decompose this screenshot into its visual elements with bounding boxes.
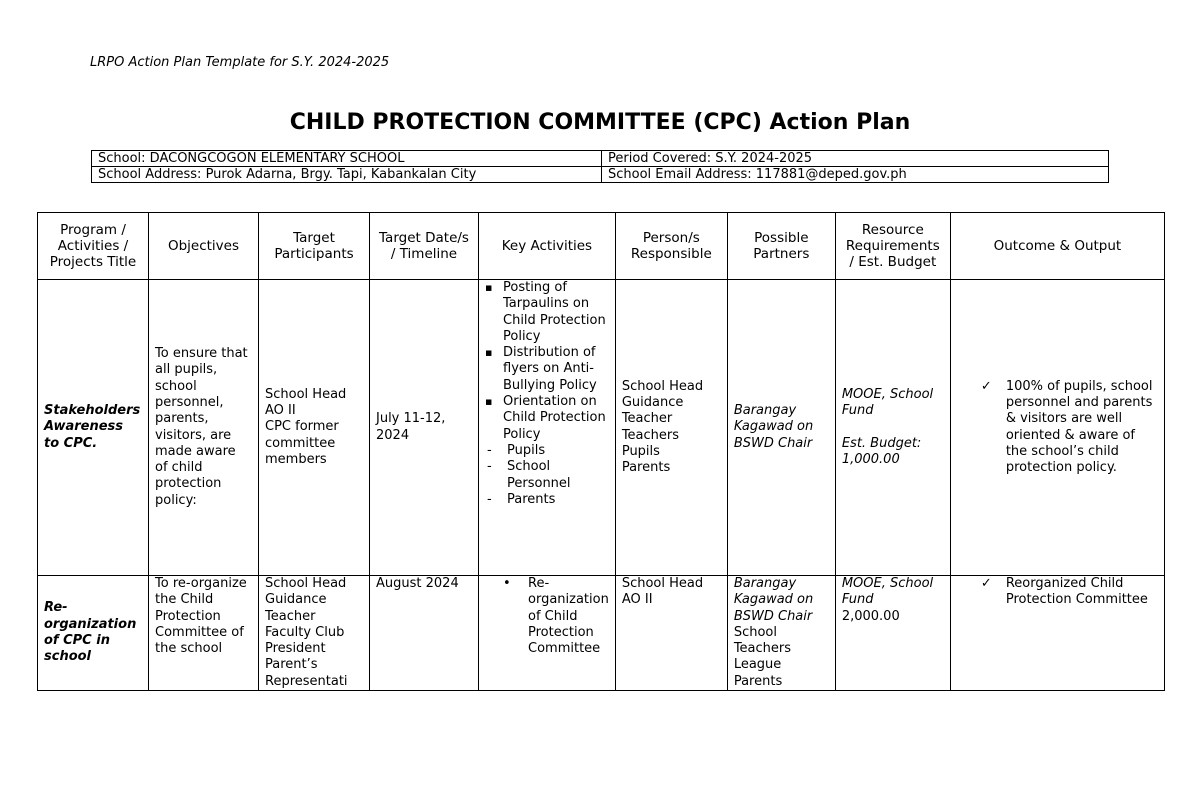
- participants-cell: [259, 576, 370, 691]
- estimated-budget: Est. Budget: 1,000.00: [841, 435, 922, 467]
- activities-cell: [479, 576, 616, 691]
- col-timeline: Target Date/s / Timeline: [370, 213, 479, 280]
- program-title: Stakeholders Awareness to CPC.: [38, 280, 149, 576]
- page-title: CHILD PROTECTION COMMITTEE (CPC) Action Plan: [289, 110, 911, 135]
- resource-source: MOOE, School Fund: [841, 386, 934, 419]
- list-item: ▪ Posting of Tarpaulins on Child Protection Policy: [483, 280, 609, 345]
- participant: Parent’s Representati: [265, 657, 348, 689]
- outcome-cell: [950, 576, 1164, 691]
- list-item: ▪ Distribution of flyers on Anti-Bullying Policy: [483, 345, 609, 394]
- school-name: School: DACONGCOGON ELEMENTARY SCHOOL: [92, 151, 602, 167]
- activities-cell: [479, 280, 616, 576]
- estimated-budget: 2,000.00: [841, 608, 900, 624]
- col-partners: Possible Partners: [727, 213, 835, 280]
- partners-cell: [727, 576, 835, 691]
- responsible-person: AO II: [621, 592, 653, 608]
- responsible-cell: [615, 576, 727, 691]
- list-item: ✓ Reorganized Child Protection Committee: [981, 576, 1158, 609]
- school-info-table: [91, 150, 1109, 183]
- objectives-cell: To ensure that all pupils, school personnel, parents, visitors, are made aware of child protection policy:: [149, 280, 259, 576]
- col-responsible: Person/s Responsible: [615, 213, 727, 280]
- list-item: ✓ 100% of pupils, school personnel and parents & visitors are well oriented & aware of the school’s child protection policy.: [981, 379, 1158, 477]
- participant: Faculty Club President: [265, 624, 345, 657]
- action-plan-table: [37, 212, 1165, 691]
- resources-cell: [835, 280, 950, 576]
- col-objectives: Objectives: [149, 213, 259, 280]
- outcome-list: [981, 576, 1158, 609]
- table-row: [38, 576, 1165, 691]
- objectives-cell: To re-organize the Child Protection Committee of the school: [149, 576, 259, 691]
- col-outcome: Outcome & Output: [950, 213, 1164, 280]
- partner: Barangay Kagawad on BSWD Chair: [733, 576, 814, 624]
- col-program: Program / Activities / Projects Title: [38, 213, 149, 280]
- activities-list: [483, 280, 609, 508]
- col-resources: Resource Requirements / Est. Budget: [835, 213, 950, 280]
- activities-list: [483, 576, 609, 657]
- list-item: [483, 394, 609, 508]
- list-item-text: Orientation on Child Protection Policy: [503, 394, 606, 442]
- list-item: - Parents: [483, 492, 609, 508]
- participant: AO II: [265, 403, 296, 419]
- responsible-cell: [615, 280, 727, 576]
- school-address: School Address: Purok Adarna, Brgy. Tapi, Kabankalan City: [92, 167, 602, 183]
- period-covered: Period Covered: S.Y. 2024-2025: [602, 151, 1109, 167]
- table-row: [38, 280, 1165, 576]
- responsible-person: Teachers: [621, 427, 680, 443]
- list-item: - School Personnel: [483, 459, 609, 492]
- sub-activities-list: [483, 443, 609, 508]
- list-item: - Pupils: [483, 443, 609, 459]
- school-email: School Email Address: 117881@deped.gov.ph: [602, 167, 1109, 183]
- resources-cell: [835, 576, 950, 691]
- outcome-cell: [950, 280, 1164, 576]
- responsible-person: Pupils: [621, 443, 660, 459]
- responsible-person: Guidance Teacher: [621, 394, 684, 427]
- participant: School Head: [265, 576, 347, 591]
- participant: School Head: [265, 386, 347, 402]
- outcome-list: [981, 379, 1158, 477]
- participant: Guidance Teacher: [265, 592, 327, 624]
- header-note: LRPO Action Plan Template for S.Y. 2024-2025: [90, 55, 390, 70]
- partners-cell: Barangay Kagawad on BSWD Chair: [727, 280, 835, 576]
- participants-cell: [259, 280, 370, 576]
- col-participants: Target Participants: [259, 213, 370, 280]
- responsible-person: School Head: [621, 378, 704, 394]
- responsible-person: Parents: [621, 460, 671, 476]
- table-header-row: [38, 213, 1165, 280]
- timeline-cell: July 11-12, 2024: [370, 280, 479, 576]
- participant: CPC former committee members: [265, 419, 339, 467]
- partner: Parents: [733, 673, 783, 689]
- resource-source: MOOE, School Fund: [841, 576, 934, 608]
- responsible-person: School Head: [621, 576, 704, 591]
- program-title: Re-organization of CPC in school: [38, 576, 149, 691]
- list-item: • Re-organization of Child Protection Committee: [483, 576, 609, 657]
- timeline-cell: August 2024: [370, 576, 479, 691]
- partner: School Teachers League: [733, 624, 792, 673]
- col-activities: Key Activities: [479, 213, 616, 280]
